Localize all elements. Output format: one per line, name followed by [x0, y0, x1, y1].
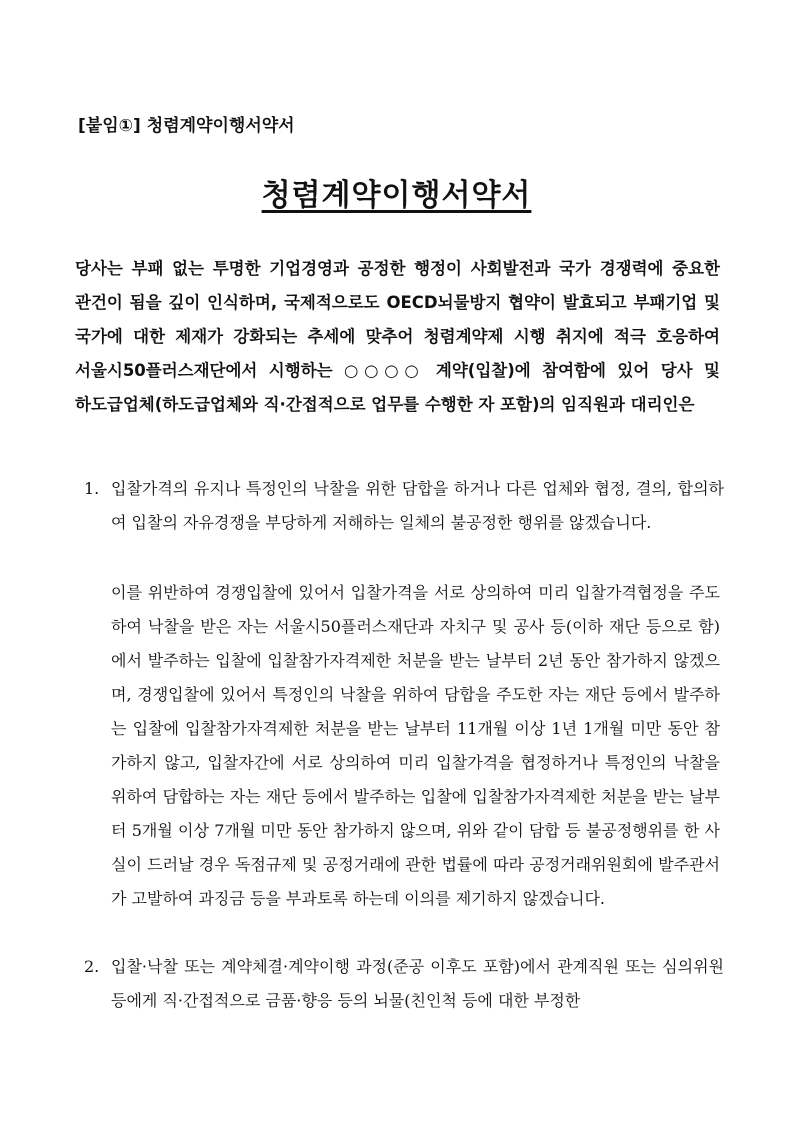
- list-item-2: [84, 950, 724, 1018]
- list-item-1: [84, 472, 724, 540]
- list-item-number: 2.: [84, 957, 100, 976]
- attachment-header: [78, 111, 295, 136]
- page-title: 청렴계약이행서약서: [261, 178, 532, 213]
- list-item-1-detail: 이를 위반하여 경쟁입찰에 있어서 입찰가격을 서로 상의하여 미리 입찰가격협정을 주도하여 낙찰을 받은 자는 서울시50플러스재단과 자치구 및 공사 등(이하 재단 등으로 함)에서 발주하는 입찰에 입찰참가자격제한 처분을 받는 날부터 2년 동안 참가하지 않겠으며, 경쟁입찰에 있어서 특정인의 낙찰을 위하여 담합을 주도한 자는 재단 등에서 발주하는 입찰에 입찰참가자격제한 처분을 받는 날부터 11개월 이상 1년 1개월 미만 동안 참가하지 않고, 입찰자간에 서로 상의하여 미리 입찰가격을 협정하거나 특정인의 낙찰을 위하여 담합하는 자는 재단 등에서 발주하는 입찰에 입찰참가자격제한 처분을 받는 날부터 5개월 이상 7개월 미만 동안 참가하지 않으며, 위와 같이 담합 등 불공정행위를 한 사실이 드러날 경우 독점규제 및 공정거래에 관한 법률에 따라 공정거래위원회에 발주관서가 고발하여 과징금 등을 부과토록 하는데 이의를 제기하지 않겠습니다.: [111, 583, 720, 908]
- attachment-label: [붙임①]: [78, 116, 141, 136]
- list-item-text: 입찰·낙찰 또는 계약체결·계약이행 과정(준공 이후도 포함)에서 관계직원 또는 심의위원 등에게 직·간접적으로 금품·향응 등의 뇌물(친인척 등에 대한 부정한: [111, 957, 724, 1010]
- list-item-text: 입찰가격의 유지나 특정인의 낙찰을 위한 담합을 하거나 다른 업체와 협정, 결의, 합의하여 입찰의 자유경쟁을 부당하게 저해하는 일체의 불공정한 행위를 않겠습니다.: [111, 479, 724, 532]
- attachment-title: 청렴계약이행서약서: [146, 116, 295, 136]
- list-item-number: 1.: [84, 479, 100, 498]
- intro-paragraph: 당사는 부패 없는 투명한 기업경영과 공정한 행정이 사회발전과 국가 경쟁력에 중요한 관건이 됨을 깊이 인식하며, 국제적으로도 OECD뇌물방지 협약이 발효되고 부패기업 및 국가에 대한 제재가 강화되는 추세에 맞추어 청렴계약제 시행 취지에 적극 호응하여 서울시50플러스재단에서 시행하는 ○○○○ 계약(입찰)에 참여함에 있어 당사 및 하도급업체(하도급업체와 직·간접적으로 업무를 수행한 자 포함)의 임직원과 대리인은: [75, 259, 720, 414]
